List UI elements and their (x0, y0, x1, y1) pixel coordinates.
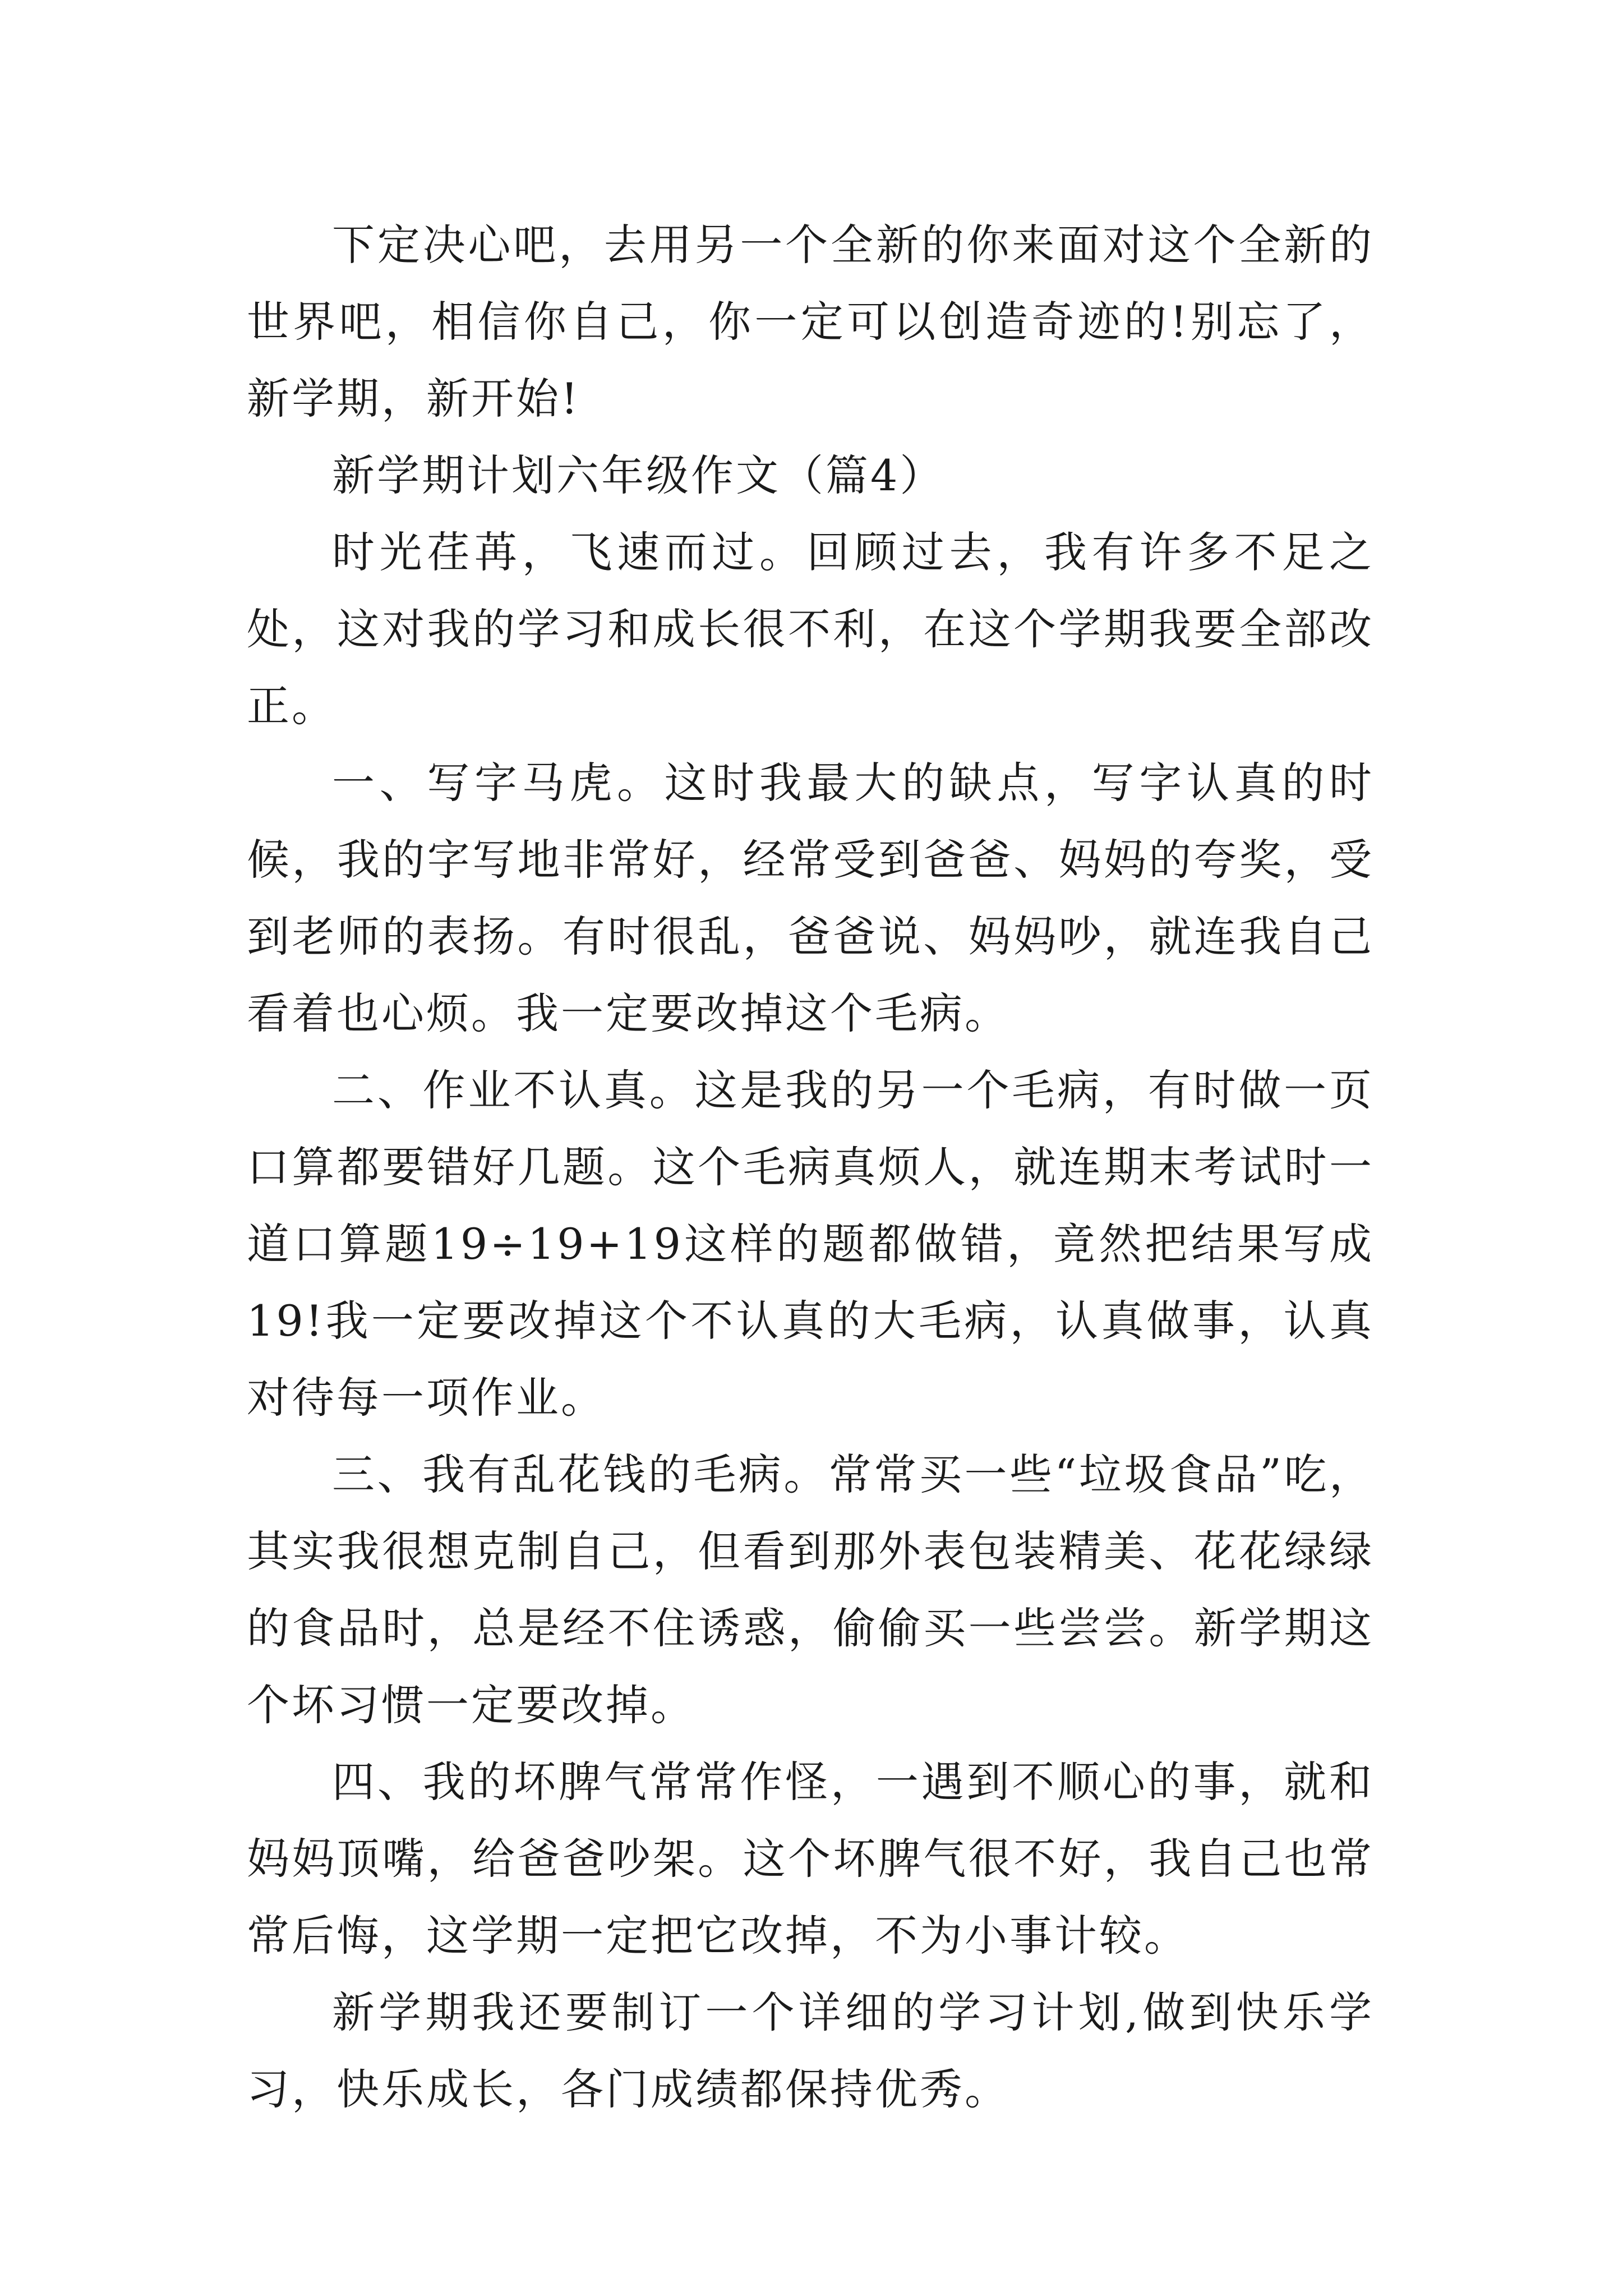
paragraph-point-4: 四、我的坏脾气常常作怪，一遇到不顺心的事，就和妈妈顶嘴，给爸爸吵架。这个坏脾气很不好，我自己也常常后悔，这学期一定把它改掉，不为小事计较。 (247, 1757, 1374, 1961)
paragraph-point-2: 二、作业不认真。这是我的另一个毛病，有时做一页口算都要错好几题。这个毛病真烦人，就连期末考试时一道口算题19÷19+19这样的题都做错，竟然把结果写成19!我一定要改掉这个不认真的大毛病，认真做事，认真对待每一项作业。 (247, 1065, 1374, 1423)
document-body (247, 206, 1374, 2128)
paragraph-conclusion: 新学期我还要制订一个详细的学习计划,做到快乐学习，快乐成长，各门成绩都保持优秀。 (247, 1987, 1374, 2114)
paragraph-point-1: 一、写字马虎。这时我最大的缺点，写字认真的时候，我的字写地非常好，经常受到爸爸、妈妈的夸奖，受到老师的表扬。有时很乱，爸爸说、妈妈吵，就连我自己看着也心烦。我一定要改掉这个毛病。 (247, 758, 1374, 1038)
paragraph-point-3: 三、我有乱花钱的毛病。常常买一些“垃圾食品”吃，其实我很想克制自己，但看到那外表包装精美、花花绿绿的食品时，总是经不住诱惑，偷偷买一些尝尝。新学期这个坏习惯一定要改掉。 (247, 1450, 1374, 1730)
paragraph-intro: 时光荏苒，飞速而过。回顾过去，我有许多不足之处，这对我的学习和成长很不利，在这个学期我要全部改正。 (247, 527, 1374, 731)
paragraph-closing: 下定决心吧，去用另一个全新的你来面对这个全新的世界吧，相信你自己，你一定可以创造奇迹的!别忘了，新学期，新开始! (247, 220, 1374, 424)
essay-title: 新学期计划六年级作文（篇4） (332, 450, 945, 500)
